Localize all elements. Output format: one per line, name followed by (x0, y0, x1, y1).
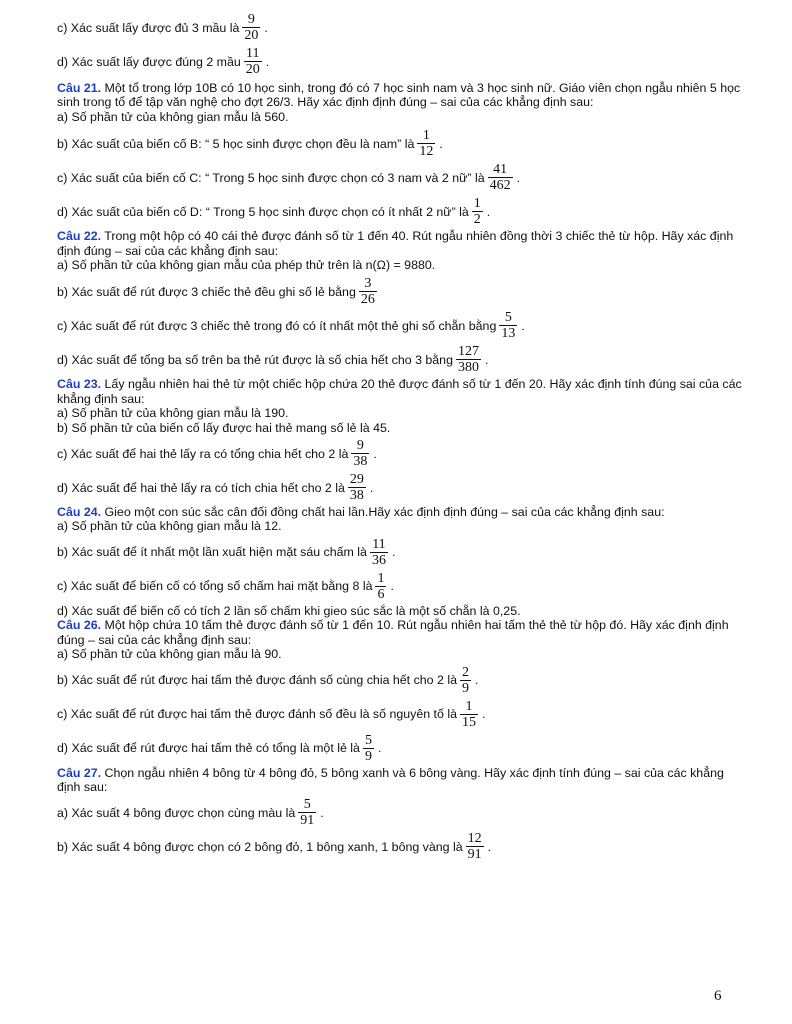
statement-d-q22 (57, 344, 747, 375)
fraction-denominator: 36 (371, 552, 386, 568)
statement-tail: . (264, 20, 268, 35)
statement-text: d) Xác suất để rút được hai tấm thẻ có tổng là một lẻ là (57, 741, 360, 755)
statement-a-q27 (57, 797, 747, 828)
statement-text: b) Xác suất để ít nhất một lần xuất hiện mặt sáu chấm là (57, 545, 367, 560)
statement-tail: . (377, 741, 382, 755)
statement-a-q21: a) Số phần tử của không gian mẫu là 560. (57, 109, 289, 124)
fraction-denominator: 38 (349, 488, 364, 504)
fraction-denominator: 462 (489, 178, 511, 194)
statement-tail: . (320, 805, 324, 820)
question-body: Một tổ trong lớp 10B có 10 học sinh, trong đó có 7 học sinh nam và 3 học sinh nữ. Giáo viên chọn ngẫu nhiên 5 học sinh trong tổ để tập văn nghệ cho đợt 26/3. Hãy xác định định đúng – sai của các khẳng định sau: (57, 81, 741, 110)
question-body: Một hộp chứa 10 tấm thẻ được đánh số từ 1 đến 10. Rút ngẫu nhiên hai tấm thẻ thẻ từ hộp đó. Hãy xác định định đúng – sai của các khẳng định sau: (57, 618, 729, 647)
statement-text: b) Xác suất để rút được hai tấm thẻ được đánh số cùng chia hết cho 2 là (57, 673, 457, 687)
fraction-numerator: 1 (473, 196, 481, 212)
fraction-denominator: 91 (300, 813, 315, 829)
question-label: Câu 26. (57, 618, 102, 633)
question-body: Gieo một con súc sắc cân đối đồng chất hai lần.Hãy xác định định đúng – sai của các khẳng định sau: (104, 505, 665, 520)
question-label: Câu 27. (57, 765, 102, 780)
statement-c-q22 (57, 310, 747, 341)
question-label: Câu 21. (57, 81, 102, 95)
fraction (370, 537, 388, 568)
statement-tail: . (390, 579, 394, 594)
fraction-denominator: 20 (245, 62, 260, 77)
statement-tail: . (369, 480, 374, 495)
question-27 (57, 766, 747, 795)
fraction (488, 162, 513, 193)
fraction-numerator: 1 (377, 570, 385, 586)
statement-text: b) Xác suất để rút được 3 chiếc thẻ đều ghi số lẻ bằng (57, 284, 356, 299)
question-24 (57, 505, 747, 519)
question-body: Trong một hộp có 40 cái thẻ được đánh số từ 1 đến 40. Rút ngẫu nhiên đồng thời 3 chiếc thẻ từ hộp. Hãy xác định định đúng – sai của các khẳng định sau: (57, 229, 734, 258)
statement-c-q26 (57, 699, 747, 730)
statement-tail: . (391, 545, 396, 560)
statement-d-q24: d) Xác suất để biến cố có tích 2 lần số chấm khi gieo súc sắc là một số chẵn là 0,25. (57, 603, 521, 618)
fraction (244, 46, 262, 77)
fraction-denominator: 6 (377, 586, 385, 602)
statement-text: b) Xác suất 4 bông được chọn có 2 bông đỏ, 1 bông xanh, 1 bông vàng là (57, 839, 463, 854)
fraction-numerator: 5 (504, 310, 512, 326)
fraction (375, 571, 386, 602)
statement-b-q23: b) Số phần tử của biến cố lấy được hai thẻ mang số lẻ là 45. (57, 420, 391, 435)
fraction-numerator: 5 (364, 732, 372, 748)
fraction (460, 699, 478, 730)
statement-c-q23 (57, 438, 747, 469)
statement-b-q22 (57, 276, 747, 307)
fraction-numerator: 9 (247, 12, 255, 27)
question-label: Câu 22. (57, 229, 102, 244)
fraction (351, 438, 369, 469)
fraction-numerator: 2 (461, 664, 469, 680)
statement-tail: . (439, 136, 443, 151)
statement-a-q22: a) Số phần tử của không gian mẫu của phép thử trên là n(Ω) = 9880. (57, 258, 436, 273)
fraction-denominator: 9 (364, 748, 372, 764)
statement-text: a) Xác suất 4 bông được chọn cùng màu là (57, 805, 296, 820)
fraction (472, 196, 483, 227)
fraction-denominator: 13 (501, 326, 516, 342)
fraction-denominator: 26 (360, 292, 375, 308)
statement-a-q26: a) Số phần tử của không gian mẫu là 90. (57, 647, 282, 662)
fraction-numerator: 5 (303, 797, 311, 813)
statement-text: b) Xác suất của biến cố B: “ 5 học sinh được chọn đều là nam” là (57, 136, 415, 151)
fraction-numerator: 11 (246, 46, 260, 61)
fraction-denominator: 380 (457, 360, 479, 376)
statement-text: c) Xác suất lấy được đủ 3 mầu là (57, 20, 240, 35)
page-number: 6 (714, 988, 722, 1004)
fraction (348, 472, 366, 503)
statement-text: c) Xác suất để biến cố có tổng số chấm hai mặt bằng 8 là (57, 579, 373, 594)
statement-c-q20 (57, 12, 747, 43)
fraction-numerator: 29 (349, 472, 364, 488)
question-label: Câu 23. (57, 377, 102, 392)
statement-tail: . (481, 707, 486, 721)
statement-tail: . (486, 204, 491, 219)
statement-d-q20 (57, 46, 747, 77)
statement-d-q23 (57, 472, 747, 503)
statement-text: c) Xác suất của biến cố C: “ Trong 5 học sinh được chọn có 3 nam và 2 nữ” là (57, 170, 485, 185)
statement-tail: . (484, 352, 489, 367)
fraction-numerator: 127 (457, 344, 479, 360)
fraction-denominator: 91 (467, 847, 482, 863)
statement-b-q27 (57, 831, 747, 862)
statement-text: d) Xác suất của biến cố D: “ Trong 5 học sinh được chọn có ít nhất 2 nữ” là (57, 204, 469, 219)
statement-c-q21 (57, 162, 747, 193)
fraction-denominator: 20 (244, 28, 259, 43)
statement-text: d) Xác suất lấy được đúng 2 mầu (57, 54, 241, 69)
fraction-numerator: 1 (465, 698, 473, 714)
statement-d-q21 (57, 196, 747, 227)
statement-b-q21 (57, 128, 747, 159)
statement-a-q23: a) Số phần tử của không gian mẫu là 190. (57, 406, 289, 421)
question-21 (57, 81, 747, 110)
fraction-denominator: 38 (353, 454, 368, 470)
statement-c-q24 (57, 571, 747, 602)
statement-tail: . (521, 318, 525, 333)
statement-text: d) Xác suất để hai thẻ lấy ra có tích chia hết cho 2 là (57, 480, 345, 495)
statement-tail: . (373, 446, 377, 461)
statement-b-q24 (57, 537, 747, 568)
document-page (57, 8, 747, 862)
question-22 (57, 229, 747, 258)
statement-tail: . (474, 673, 479, 687)
fraction-numerator: 1 (422, 128, 430, 144)
fraction-denominator: 9 (461, 680, 469, 696)
question-label: Câu 24. (57, 505, 102, 520)
fraction (460, 665, 471, 696)
fraction (359, 276, 377, 307)
question-body: Lấy ngẫu nhiên hai thẻ từ một chiếc hộp chứa 20 thẻ được đánh số từ 1 đến 20. Hãy xác định tính đúng sai của các khẳng định sau: (57, 377, 742, 406)
question-26 (57, 618, 747, 647)
fraction-denominator: 12 (419, 144, 434, 160)
fraction (242, 12, 260, 43)
statement-tail: . (265, 54, 270, 69)
statement-text: c) Xác suất để rút được hai tấm thẻ được đánh số đều là số nguyên tố là (57, 707, 457, 721)
statement-tail: . (487, 839, 492, 854)
fraction-numerator: 41 (493, 162, 508, 178)
question-body: Chọn ngẫu nhiên 4 bông từ 4 bông đỏ, 5 bông xanh và 6 bông vàng. Hãy xác định tính đúng – sai của các khẳng định sau: (57, 765, 724, 794)
fraction-denominator: 15 (461, 714, 476, 730)
statement-a-q24: a) Số phần tử của không gian mẫu là 12. (57, 519, 282, 534)
fraction (417, 128, 435, 159)
statement-b-q26 (57, 665, 747, 696)
fraction-numerator: 3 (364, 276, 372, 292)
fraction-numerator: 9 (356, 438, 364, 454)
statement-text: c) Xác suất để hai thẻ lấy ra có tổng chia hết cho 2 là (57, 446, 349, 461)
question-23 (57, 377, 747, 406)
statement-text: c) Xác suất để rút được 3 chiếc thẻ trong đó có ít nhất một thẻ ghi số chẵn bằng (57, 318, 497, 333)
fraction (466, 831, 484, 862)
fraction (363, 733, 374, 764)
statement-tail: . (516, 170, 521, 185)
statement-text: d) Xác suất để tổng ba số trên ba thẻ rút được là số chia hết cho 3 bằng (57, 352, 453, 367)
statement-d-q26 (57, 733, 747, 764)
fraction-numerator: 11 (372, 536, 386, 552)
fraction-numerator: 12 (467, 831, 482, 847)
fraction-denominator: 2 (473, 212, 481, 228)
fraction (456, 344, 481, 375)
fraction (499, 310, 517, 341)
fraction (298, 797, 316, 828)
